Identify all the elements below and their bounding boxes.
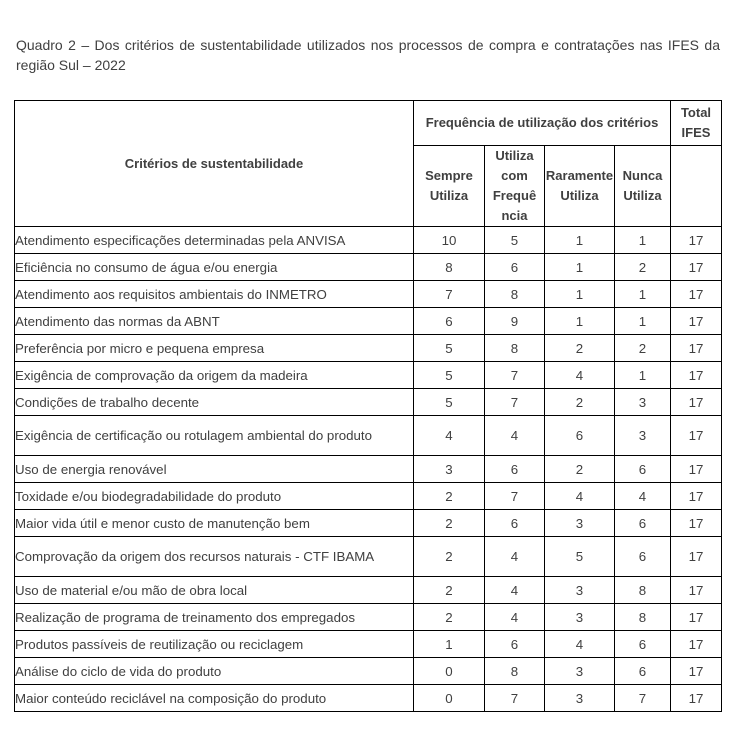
frequencia-cell: 6 bbox=[485, 510, 545, 537]
frequencia-cell: 6 bbox=[485, 254, 545, 281]
criterion-cell: Uso de energia renovável bbox=[15, 456, 414, 483]
criterion-cell: Exigência de certificação ou rotulagem ambiental do produto bbox=[15, 416, 414, 456]
total-cell: 17 bbox=[671, 456, 722, 483]
frequencia-cell: 8 bbox=[485, 335, 545, 362]
sempre-cell: 0 bbox=[414, 658, 485, 685]
table-row bbox=[15, 631, 722, 658]
sempre-cell: 2 bbox=[414, 577, 485, 604]
sempre-cell: 0 bbox=[414, 685, 485, 712]
nunca-cell: 7 bbox=[615, 685, 671, 712]
header-raramente: Raramente Utiliza bbox=[545, 146, 615, 227]
nunca-cell: 1 bbox=[615, 227, 671, 254]
table-row bbox=[15, 510, 722, 537]
raramente-cell: 1 bbox=[545, 281, 615, 308]
nunca-cell: 8 bbox=[615, 604, 671, 631]
raramente-cell: 4 bbox=[545, 483, 615, 510]
table-row bbox=[15, 254, 722, 281]
criterion-cell: Eficiência no consumo de água e/ou energia bbox=[15, 254, 414, 281]
table-caption: Quadro 2 – Dos critérios de sustentabilidade utilizados nos processos de compra e contratações nas IFES da região Sul – 2022 bbox=[16, 37, 720, 73]
frequencia-cell: 7 bbox=[485, 483, 545, 510]
total-cell: 17 bbox=[671, 510, 722, 537]
table-row bbox=[15, 416, 722, 456]
total-cell: 17 bbox=[671, 631, 722, 658]
raramente-cell: 4 bbox=[545, 631, 615, 658]
raramente-cell: 2 bbox=[545, 456, 615, 483]
raramente-cell: 3 bbox=[545, 510, 615, 537]
table-row bbox=[15, 483, 722, 510]
frequencia-cell: 9 bbox=[485, 308, 545, 335]
raramente-cell: 2 bbox=[545, 389, 615, 416]
criterion-cell: Exigência de comprovação da origem da madeira bbox=[15, 362, 414, 389]
sempre-cell: 4 bbox=[414, 416, 485, 456]
raramente-cell: 4 bbox=[545, 362, 615, 389]
criterion-cell: Maior vida útil e menor custo de manutenção bem bbox=[15, 510, 414, 537]
criterion-cell: Maior conteúdo reciclável na composição do produto bbox=[15, 685, 414, 712]
frequencia-cell: 8 bbox=[485, 658, 545, 685]
sempre-cell: 5 bbox=[414, 362, 485, 389]
table-row bbox=[15, 685, 722, 712]
sempre-cell: 10 bbox=[414, 227, 485, 254]
frequencia-cell: 7 bbox=[485, 685, 545, 712]
nunca-cell: 2 bbox=[615, 335, 671, 362]
criterion-cell: Produtos passíveis de reutilização ou reciclagem bbox=[15, 631, 414, 658]
nunca-cell: 4 bbox=[615, 483, 671, 510]
sempre-cell: 6 bbox=[414, 308, 485, 335]
criterion-cell: Atendimento das normas da ABNT bbox=[15, 308, 414, 335]
nunca-cell: 1 bbox=[615, 362, 671, 389]
table-row bbox=[15, 456, 722, 483]
criterion-cell: Análise do ciclo de vida do produto bbox=[15, 658, 414, 685]
sempre-cell: 5 bbox=[414, 389, 485, 416]
sempre-cell: 7 bbox=[414, 281, 485, 308]
frequencia-cell: 4 bbox=[485, 537, 545, 577]
frequencia-cell: 7 bbox=[485, 389, 545, 416]
header-nunca: Nunca Utiliza bbox=[615, 146, 671, 227]
frequencia-cell: 4 bbox=[485, 604, 545, 631]
raramente-cell: 1 bbox=[545, 308, 615, 335]
header-total-blank bbox=[671, 146, 722, 227]
criterion-cell: Uso de material e/ou mão de obra local bbox=[15, 577, 414, 604]
sustainability-criteria-table bbox=[14, 100, 722, 712]
criterion-cell: Atendimento aos requisitos ambientais do INMETRO bbox=[15, 281, 414, 308]
sempre-cell: 8 bbox=[414, 254, 485, 281]
raramente-cell: 3 bbox=[545, 685, 615, 712]
nunca-cell: 8 bbox=[615, 577, 671, 604]
frequencia-cell: 4 bbox=[485, 416, 545, 456]
raramente-cell: 3 bbox=[545, 604, 615, 631]
total-cell: 17 bbox=[671, 362, 722, 389]
raramente-cell: 6 bbox=[545, 416, 615, 456]
table-row bbox=[15, 577, 722, 604]
total-cell: 17 bbox=[671, 335, 722, 362]
total-cell: 17 bbox=[671, 577, 722, 604]
raramente-cell: 1 bbox=[545, 254, 615, 281]
total-cell: 17 bbox=[671, 227, 722, 254]
sempre-cell: 1 bbox=[414, 631, 485, 658]
table-row bbox=[15, 281, 722, 308]
header-total: Total IFES bbox=[671, 101, 722, 146]
nunca-cell: 6 bbox=[615, 631, 671, 658]
sempre-cell: 2 bbox=[414, 604, 485, 631]
total-cell: 17 bbox=[671, 658, 722, 685]
header-sempre: Sempre Utiliza bbox=[414, 146, 485, 227]
raramente-cell: 3 bbox=[545, 577, 615, 604]
total-cell: 17 bbox=[671, 416, 722, 456]
criterion-cell: Preferência por micro e pequena empresa bbox=[15, 335, 414, 362]
criterion-cell: Toxidade e/ou biodegradabilidade do produto bbox=[15, 483, 414, 510]
frequencia-cell: 4 bbox=[485, 577, 545, 604]
table-row bbox=[15, 658, 722, 685]
frequencia-cell: 6 bbox=[485, 631, 545, 658]
nunca-cell: 1 bbox=[615, 281, 671, 308]
total-cell: 17 bbox=[671, 483, 722, 510]
total-cell: 17 bbox=[671, 254, 722, 281]
header-criteria: Critérios de sustentabilidade bbox=[15, 101, 414, 227]
criterion-cell: Realização de programa de treinamento dos empregados bbox=[15, 604, 414, 631]
frequencia-cell: 8 bbox=[485, 281, 545, 308]
raramente-cell: 2 bbox=[545, 335, 615, 362]
table-row bbox=[15, 362, 722, 389]
table-row bbox=[15, 389, 722, 416]
table-row bbox=[15, 227, 722, 254]
raramente-cell: 5 bbox=[545, 537, 615, 577]
criterion-cell: Atendimento especificações determinadas pela ANVISA bbox=[15, 227, 414, 254]
criterion-cell: Condições de trabalho decente bbox=[15, 389, 414, 416]
table-body bbox=[15, 227, 722, 712]
total-cell: 17 bbox=[671, 604, 722, 631]
header-frequencia: Utiliza com Frequê ncia bbox=[485, 146, 545, 227]
total-cell: 17 bbox=[671, 685, 722, 712]
nunca-cell: 3 bbox=[615, 416, 671, 456]
frequencia-cell: 6 bbox=[485, 456, 545, 483]
nunca-cell: 2 bbox=[615, 254, 671, 281]
sempre-cell: 2 bbox=[414, 537, 485, 577]
criterion-cell: Comprovação da origem dos recursos naturais - CTF IBAMA bbox=[15, 537, 414, 577]
sempre-cell: 2 bbox=[414, 483, 485, 510]
raramente-cell: 1 bbox=[545, 227, 615, 254]
total-cell: 17 bbox=[671, 308, 722, 335]
header-frequency-group: Frequência de utilização dos critérios bbox=[414, 101, 671, 146]
sempre-cell: 2 bbox=[414, 510, 485, 537]
frequencia-cell: 7 bbox=[485, 362, 545, 389]
total-cell: 17 bbox=[671, 281, 722, 308]
sempre-cell: 3 bbox=[414, 456, 485, 483]
table-row bbox=[15, 604, 722, 631]
table-row bbox=[15, 537, 722, 577]
nunca-cell: 6 bbox=[615, 658, 671, 685]
total-cell: 17 bbox=[671, 537, 722, 577]
sempre-cell: 5 bbox=[414, 335, 485, 362]
frequencia-cell: 5 bbox=[485, 227, 545, 254]
table-row bbox=[15, 335, 722, 362]
nunca-cell: 1 bbox=[615, 308, 671, 335]
nunca-cell: 6 bbox=[615, 510, 671, 537]
table-row bbox=[15, 308, 722, 335]
total-cell: 17 bbox=[671, 389, 722, 416]
nunca-cell: 6 bbox=[615, 456, 671, 483]
nunca-cell: 3 bbox=[615, 389, 671, 416]
raramente-cell: 3 bbox=[545, 658, 615, 685]
nunca-cell: 6 bbox=[615, 537, 671, 577]
